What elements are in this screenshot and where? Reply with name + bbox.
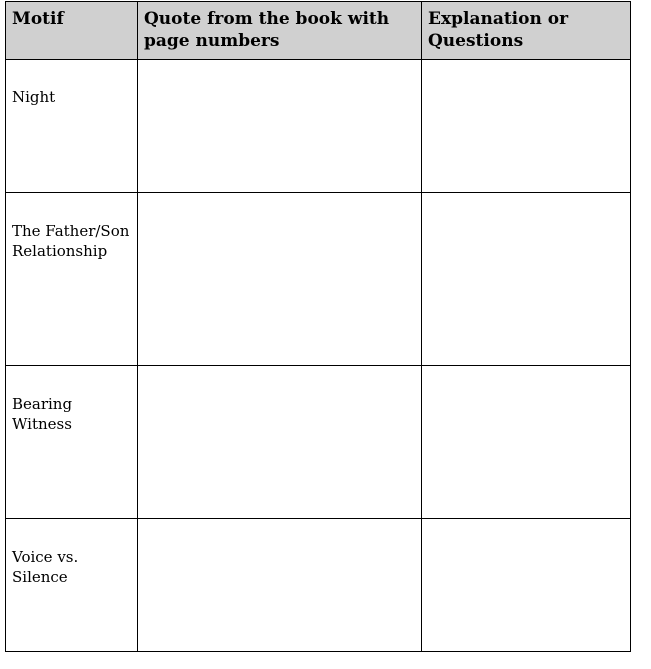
table-row <box>6 366 631 519</box>
quote-text[interactable] <box>138 193 421 221</box>
motif-label: The Father/Son Relationship <box>12 222 130 260</box>
explanation-text[interactable] <box>422 193 630 221</box>
explanation-cell[interactable] <box>422 519 631 652</box>
table-row <box>6 519 631 652</box>
explanation-cell[interactable] <box>422 193 631 366</box>
quote-text[interactable] <box>138 366 421 394</box>
header-explanation <box>422 2 631 60</box>
motif-table <box>5 1 631 652</box>
explanation-cell[interactable] <box>422 366 631 519</box>
motif-cell <box>6 193 138 366</box>
table-row <box>6 193 631 366</box>
header-row <box>6 2 631 60</box>
header-quote <box>138 2 422 60</box>
motif-cell <box>6 366 138 519</box>
motif-label: Bearing Witness <box>12 395 73 433</box>
motif-cell <box>6 60 138 193</box>
header-motif <box>6 2 138 60</box>
explanation-text[interactable] <box>422 519 630 547</box>
motif-cell <box>6 519 138 652</box>
table-row <box>6 60 631 193</box>
quote-cell[interactable] <box>138 60 422 193</box>
quote-cell[interactable] <box>138 519 422 652</box>
header-explanation-label: Explanation or Questions <box>428 9 569 51</box>
quote-cell[interactable] <box>138 193 422 366</box>
motif-label: Night <box>12 88 56 106</box>
explanation-text[interactable] <box>422 60 630 87</box>
quote-text[interactable] <box>138 519 421 547</box>
explanation-text[interactable] <box>422 366 630 394</box>
motif-label: Voice vs. Silence <box>12 548 79 586</box>
header-motif-label: Motif <box>12 9 64 29</box>
explanation-cell[interactable] <box>422 60 631 193</box>
quote-cell[interactable] <box>138 366 422 519</box>
header-quote-label: Quote from the book with page numbers <box>144 9 390 51</box>
quote-text[interactable] <box>138 60 421 87</box>
